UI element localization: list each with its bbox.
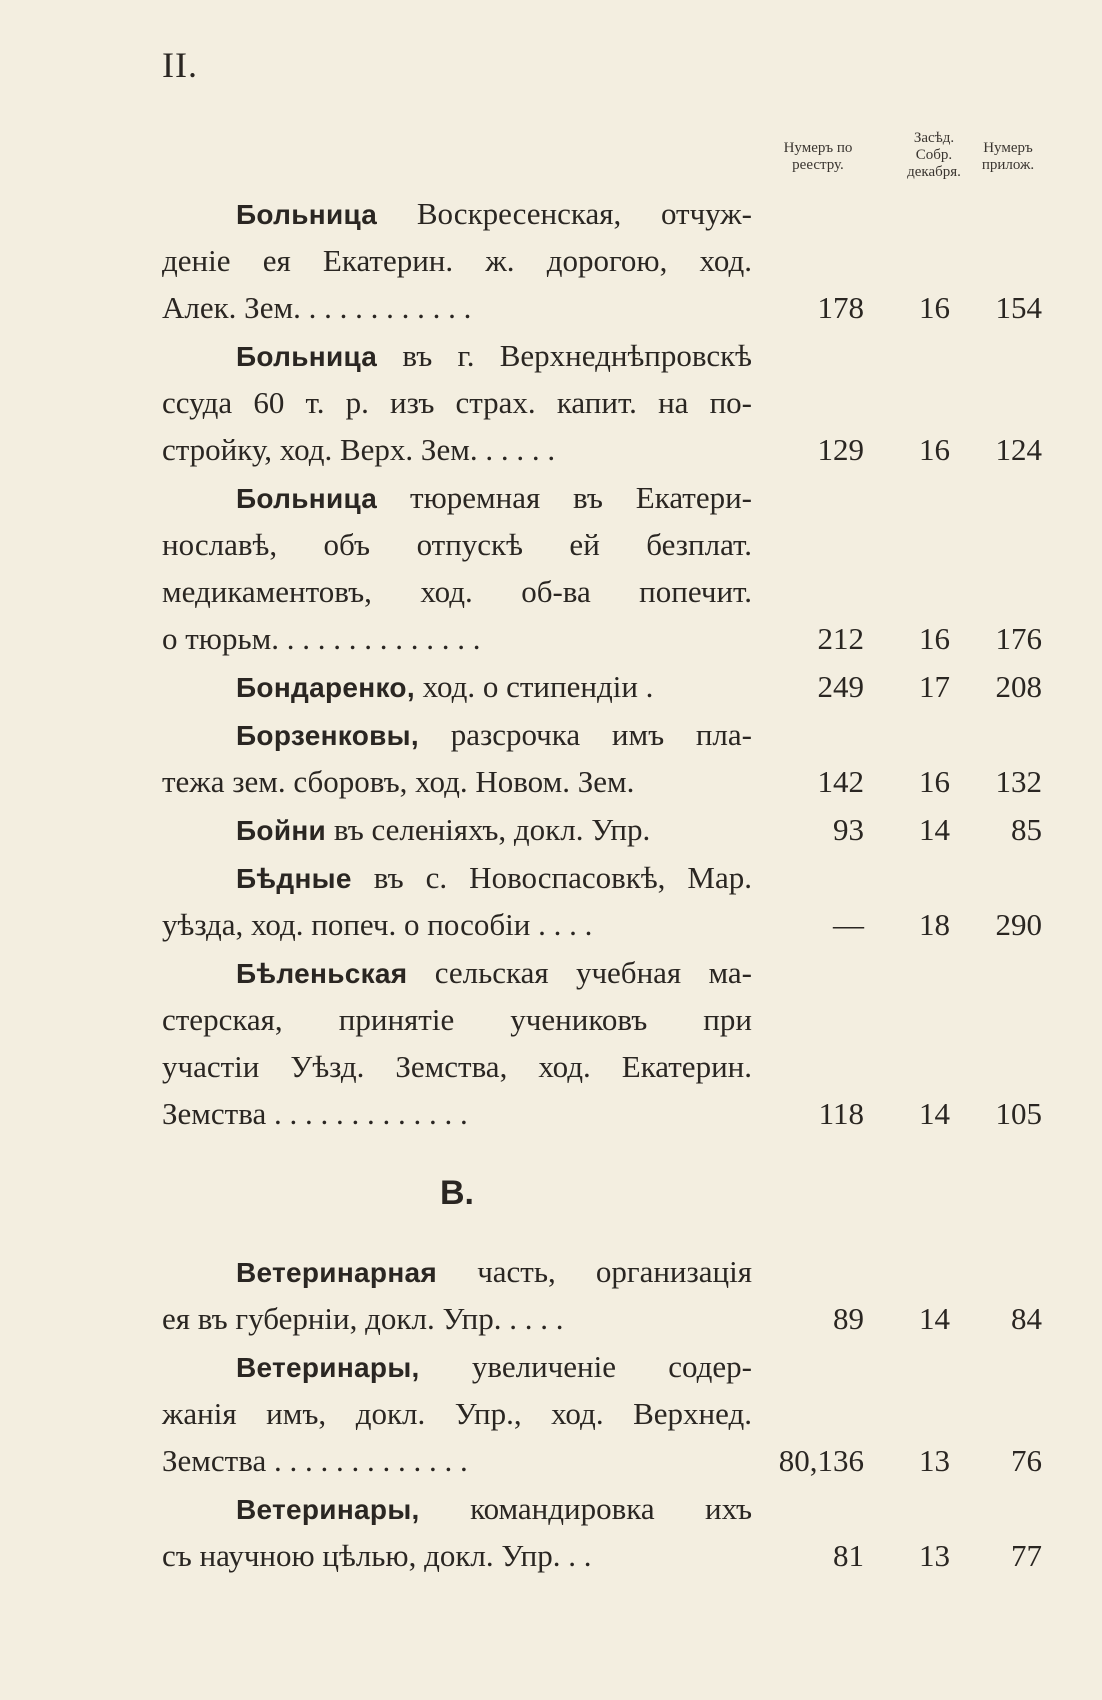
entry-line: [162, 854, 752, 901]
entry-session-number: 13: [919, 1443, 950, 1478]
entry-line: [162, 379, 752, 426]
entry-text: разсрочка имъ пла-: [450, 717, 752, 752]
entry-text: въ селеніяхъ, докл. Упр.: [333, 812, 651, 847]
index-entry: [162, 332, 1042, 473]
entry-appendix-number: 105: [995, 1096, 1042, 1131]
entry-registry-number: 118: [818, 1096, 864, 1131]
entry-line: [162, 426, 752, 473]
index-entry: [162, 711, 1042, 805]
entry-text: медикаментовъ, ход. об-ва попечит.: [162, 574, 752, 609]
entry-numbers: [742, 663, 1042, 710]
entry-numbers: [742, 1295, 1042, 1342]
entry-line: [162, 332, 752, 379]
entry-keyword: Бѣдные: [236, 863, 352, 894]
entry-appendix-number: 176: [995, 621, 1042, 656]
entry-text: жанія имъ, докл. Упр., ход. Верхнед.: [162, 1396, 752, 1431]
entry-text: ея въ губерніи, докл. Упр. . . . .: [162, 1301, 564, 1336]
entry-keyword: Бѣленьская: [236, 958, 408, 989]
entry-line: [162, 1043, 752, 1090]
entry-numbers: [742, 1532, 1042, 1579]
entry-text: уѣзда, ход. попеч. о пособіи . . . .: [162, 907, 593, 942]
entry-line: [162, 901, 752, 948]
entry-keyword: Больница: [236, 483, 378, 514]
entry-line: [162, 663, 752, 710]
page-number: II.: [162, 45, 198, 85]
entry-registry-number: 129: [817, 432, 864, 467]
entry-session-number: 18: [919, 907, 950, 942]
entry-line: [162, 237, 752, 284]
entry-line: [162, 806, 752, 853]
entry-appendix-number: 84: [1011, 1301, 1042, 1336]
column-header-registry: Нумеръ по реестру.: [783, 140, 853, 173]
entry-line: [162, 284, 752, 331]
entry-text: тюремная въ Екатери-: [410, 480, 752, 515]
entry-text: съ научною цѣлью, докл. Упр. . .: [162, 1538, 592, 1573]
entry-registry-number: 178: [817, 290, 864, 325]
entry-session-number: 16: [919, 432, 950, 467]
entry-line: [162, 1248, 752, 1295]
index-entry: [162, 663, 1042, 710]
entry-registry-number: —: [833, 907, 864, 942]
entry-registry-number: 142: [817, 764, 864, 799]
index-entry: [162, 190, 1042, 331]
entries-v: [162, 1248, 1042, 1579]
index-entries: [162, 190, 1042, 1580]
entry-text: ссуда 60 т. р. изъ страх. капит. на по-: [162, 385, 752, 420]
entry-line: [162, 1295, 752, 1342]
entry-keyword: Борзенковы,: [236, 720, 419, 751]
entry-text: увеличеніе содер-: [471, 1349, 753, 1384]
entry-text: Алек. Зем. . . . . . . . . . . .: [162, 290, 472, 325]
entry-text: ход. о стипендіи .: [422, 669, 654, 704]
entry-registry-number: 212: [817, 621, 864, 656]
entry-keyword: Бондаренко,: [236, 672, 415, 703]
index-entry: [162, 1248, 1042, 1342]
entry-session-number: 16: [919, 764, 950, 799]
entry-appendix-number: 208: [995, 669, 1042, 704]
entry-registry-number: 81: [833, 1538, 864, 1573]
entry-line: [162, 1343, 752, 1390]
index-entry: [162, 949, 1042, 1137]
entry-registry-number: 89: [833, 1301, 864, 1336]
entry-text: деніе ея Екатерин. ж. дорогою, ход.: [162, 243, 752, 278]
entry-numbers: [742, 615, 1042, 662]
index-entry: [162, 1343, 1042, 1484]
entry-appendix-number: 132: [995, 764, 1042, 799]
entry-appendix-number: 77: [1011, 1538, 1042, 1573]
entry-text: нославѣ, объ отпускѣ ей безплат.: [162, 527, 752, 562]
entry-registry-number: 93: [833, 812, 864, 847]
entry-keyword: Ветеринары,: [236, 1352, 420, 1383]
entry-appendix-number: 85: [1011, 812, 1042, 847]
entry-text: въ г. Верхнеднѣпровскѣ: [402, 338, 753, 373]
index-entry: [162, 806, 1042, 853]
entry-numbers: [742, 284, 1042, 331]
entry-appendix-number: 154: [995, 290, 1042, 325]
entry-text: стройку, ход. Верх. Зем. . . . . .: [162, 432, 556, 467]
entry-line: [162, 949, 752, 996]
entry-line: [162, 1390, 752, 1437]
entry-appendix-number: 290: [995, 907, 1042, 942]
entry-text: часть, организація: [477, 1254, 752, 1289]
entry-registry-number: 249: [817, 669, 864, 704]
entry-session-number: 13: [919, 1538, 950, 1573]
entry-line: [162, 996, 752, 1043]
entry-line: [162, 758, 752, 805]
entry-text: о тюрьм. . . . . . . . . . . . . .: [162, 621, 481, 656]
entry-text: командировка ихъ: [470, 1491, 752, 1526]
entry-session-number: 14: [919, 812, 950, 847]
entry-line: [162, 474, 752, 521]
entry-session-number: 16: [919, 290, 950, 325]
entry-keyword: Ветеринарная: [236, 1257, 438, 1288]
entry-keyword: Бойни: [236, 815, 327, 846]
index-entry: [162, 1485, 1042, 1579]
entry-keyword: Больница: [236, 199, 378, 230]
entry-text: Земства . . . . . . . . . . . . .: [162, 1096, 468, 1131]
entry-numbers: [742, 426, 1042, 473]
column-header-session: Засѣд. Собр. декабря.: [907, 130, 961, 180]
entry-line: [162, 1485, 752, 1532]
entry-line: [162, 568, 752, 615]
entry-numbers: [742, 1090, 1042, 1137]
entry-line: [162, 1532, 752, 1579]
entry-numbers: [742, 901, 1042, 948]
column-header-appendix: Нумеръ прилож.: [981, 140, 1035, 173]
entry-text: тежа зем. сборовъ, ход. Новом. Зем.: [162, 764, 635, 799]
entry-text: участіи Уѣзд. Земства, ход. Екатерин.: [162, 1049, 752, 1084]
entry-numbers: [742, 806, 1042, 853]
entry-text: стерская, принятіе учениковъ при: [162, 1002, 752, 1037]
entry-keyword: Ветеринары,: [236, 1494, 420, 1525]
entry-session-number: 17: [919, 669, 950, 704]
entry-line: [162, 521, 752, 568]
entry-keyword: Больница: [236, 341, 378, 372]
entry-session-number: 14: [919, 1301, 950, 1336]
entry-line: [162, 711, 752, 758]
entry-line: [162, 1437, 752, 1484]
index-entry: [162, 854, 1042, 948]
entry-numbers: [742, 758, 1042, 805]
entry-text: Земства . . . . . . . . . . . . .: [162, 1443, 468, 1478]
entry-line: [162, 190, 752, 237]
entry-appendix-number: 76: [1011, 1443, 1042, 1478]
entry-appendix-number: 124: [995, 432, 1042, 467]
entry-registry-number: 80,136: [778, 1443, 864, 1478]
entry-line: [162, 1090, 752, 1137]
entry-line: [162, 615, 752, 662]
entry-text: сельская учебная ма-: [434, 955, 752, 990]
entry-session-number: 14: [919, 1096, 950, 1131]
entry-text: въ с. Новоспасовкѣ, Мар.: [373, 860, 752, 895]
entry-text: Воскресенская, отчуж-: [416, 196, 752, 231]
index-entry: [162, 474, 1042, 662]
entries-b: [162, 190, 1042, 1137]
section-letter: В.: [440, 1174, 474, 1212]
entry-numbers: [742, 1437, 1042, 1484]
entry-session-number: 16: [919, 621, 950, 656]
